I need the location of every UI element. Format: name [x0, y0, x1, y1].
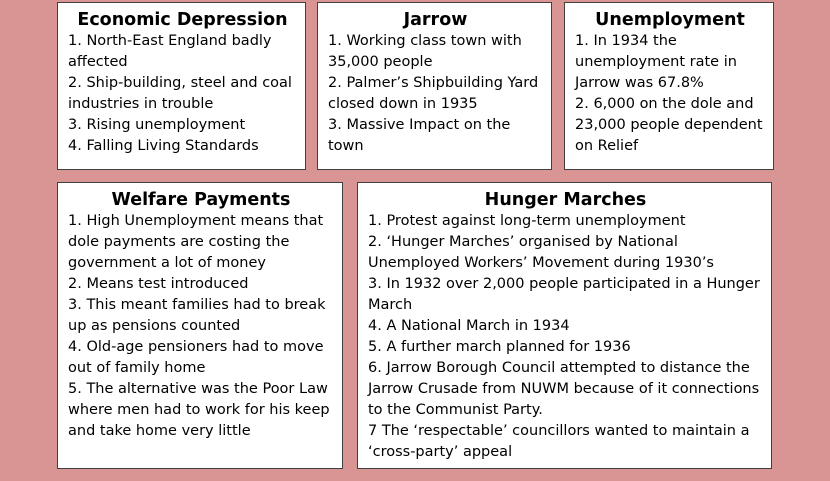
welfare-payments-list	[68, 211, 334, 442]
list-item: 3. Massive Impact on the town	[328, 117, 511, 154]
list-item: 1. Protest against long-term unemployment	[368, 213, 686, 229]
list-item: 3. Rising unemployment	[68, 117, 246, 133]
list-item: 5. The alternative was the Poor Law where men had to work for his keep and take home very little	[68, 381, 330, 439]
economic-depression-box	[57, 2, 306, 170]
hunger-marches-title: Hunger Marches	[484, 190, 647, 210]
hunger-marches-box	[357, 182, 772, 469]
list-item: 1. High Unemployment means that dole payments are costing the government a lot of money	[68, 213, 324, 271]
jarrow-list	[328, 31, 543, 157]
hunger-marches-list	[368, 211, 763, 463]
jarrow-box	[317, 2, 552, 170]
list-item: 2. ‘Hunger Marches’ organised by National Unemployed Workers’ Movement during 1930’s	[368, 234, 714, 271]
economic-depression-title: Economic Depression	[77, 10, 288, 30]
list-item: 2. Palmer’s Shipbuilding Yard closed down in 1935	[328, 75, 539, 112]
list-item: 1. North-East England badly affected	[68, 33, 272, 70]
list-item: 4. Falling Living Standards	[68, 138, 259, 154]
unemployment-box	[564, 2, 774, 170]
list-item: 3. In 1932 over 2,000 people participated in a Hunger March	[368, 276, 760, 313]
welfare-payments-title: Welfare Payments	[111, 190, 291, 210]
economic-depression-list	[68, 31, 297, 157]
list-item: 1. Working class town with 35,000 people	[328, 33, 522, 70]
unemployment-title: Unemployment	[595, 10, 745, 30]
unemployment-list	[575, 31, 765, 157]
list-item: 1. In 1934 the unemployment rate in Jarrow was 67.8%	[575, 33, 737, 91]
jarrow-title: Jarrow	[403, 10, 468, 30]
list-item: 4. Old-age pensioners had to move out of family home	[68, 339, 324, 376]
list-item: 4. A National March in 1934	[368, 318, 570, 334]
list-item: 3. This meant families had to break up as pensions counted	[68, 297, 326, 334]
list-item: 5. A further march planned for 1936	[368, 339, 631, 355]
welfare-payments-box	[57, 182, 343, 469]
list-item: 6. Jarrow Borough Council attempted to distance the Jarrow Crusade from NUWM because of it connections to the Communist Party.	[368, 360, 760, 418]
list-item: 2. Means test introduced	[68, 276, 249, 292]
list-item: 2. Ship-building, steel and coal industries in trouble	[68, 75, 292, 112]
list-item: 7 The ‘respectable’ councillors wanted to maintain a ‘cross-party’ appeal	[368, 423, 750, 460]
list-item: 2. 6,000 on the dole and 23,000 people dependent on Relief	[575, 96, 763, 154]
